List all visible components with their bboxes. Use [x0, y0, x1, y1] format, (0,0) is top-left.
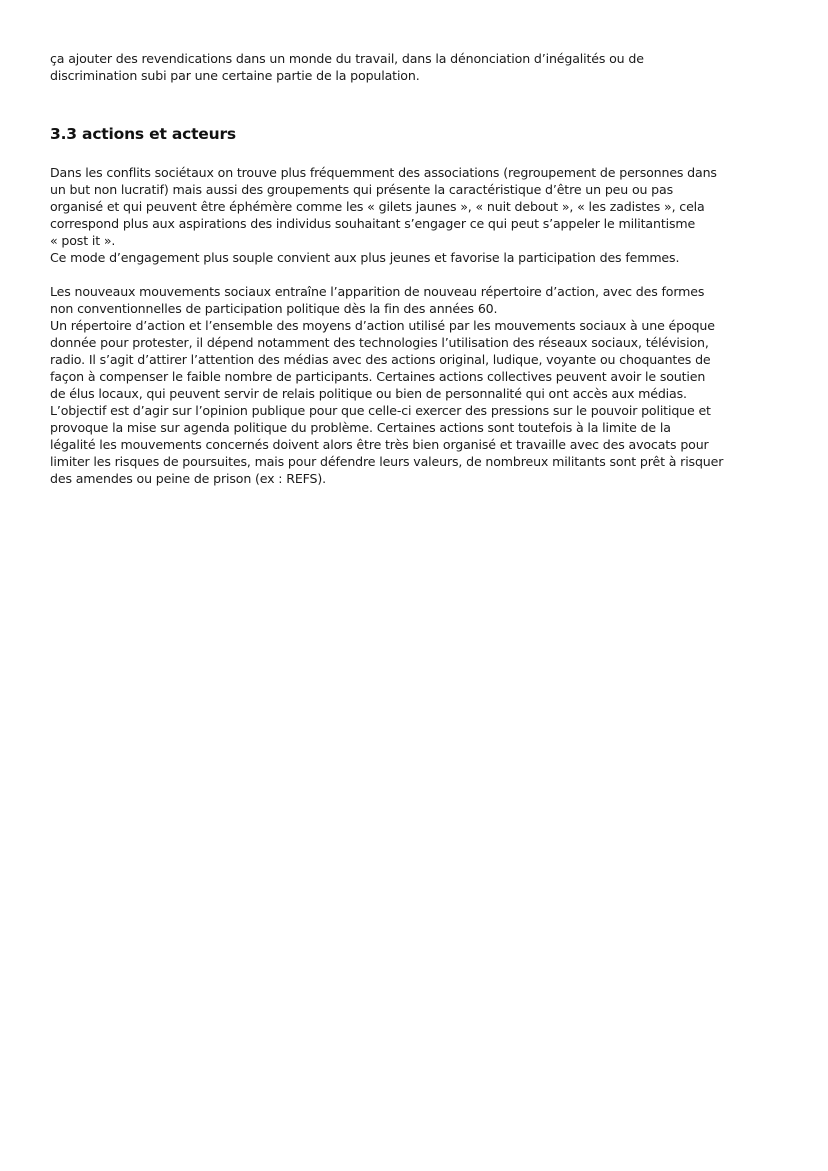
text-line: provoque la mise sur agenda politique du problème. Certaines actions sont toutefois à la limite de la	[50, 420, 671, 435]
text-line: radio. Il s’agit d’attirer l’attention des médias avec des actions original, ludique, voyante ou choquantes de	[50, 352, 711, 367]
text-line: Ce mode d’engagement plus souple convient aux plus jeunes et favorise la participation des femmes.	[50, 250, 680, 265]
text-line: des amendes ou peine de prison (ex : REFS).	[50, 471, 326, 486]
text-line: un but non lucratif) mais aussi des groupements qui présente la caractéristique d’être un peu ou pas	[50, 182, 674, 197]
paragraph-repertoire-action	[50, 283, 780, 487]
text-line: organisé et qui peuvent être éphémère comme les « gilets jaunes », « nuit debout », « les zadistes », cela	[50, 199, 705, 214]
text-line: Dans les conflits sociétaux on trouve plus fréquemment des associations (regroupement de personnes dans	[50, 165, 717, 180]
text-line: limiter les risques de poursuites, mais pour défendre leurs valeurs, de nombreux militants sont prêt à risquer	[50, 454, 724, 469]
text-line: de élus locaux, qui peuvent servir de relais politique ou bien de personnalité qui ont accès aux médias.	[50, 386, 687, 401]
text-line: Les nouveaux mouvements sociaux entraîne l’apparition de nouveau répertoire d’action, avec des formes	[50, 284, 705, 299]
text-line: donnée pour protester, il dépend notamment des technologies l’utilisation des réseaux sociaux, télévision,	[50, 335, 709, 350]
section-heading: 3.3 actions et acteurs	[50, 125, 236, 143]
text-line: ça ajouter des revendications dans un monde du travail, dans la dénonciation d’inégalités ou de	[50, 51, 644, 66]
text-line: légalité les mouvements concernés doivent alors être très bien organisé et travaille avec des avocats pour	[50, 437, 709, 452]
intro-paragraph	[50, 50, 780, 84]
text-line: Un répertoire d’action et l’ensemble des moyens d’action utilisé par les mouvements sociaux à une époque	[50, 318, 715, 333]
text-line: correspond plus aux aspirations des individus souhaitant s’engager ce qui peut s’appeler le militantisme	[50, 216, 696, 231]
text-line: L’objectif est d’agir sur l’opinion publique pour que celle-ci exercer des pressions sur le pouvoir politique et	[50, 403, 711, 418]
text-line: « post it ».	[50, 233, 116, 248]
text-line: discrimination subi par une certaine partie de la population.	[50, 68, 420, 83]
text-line: façon à compenser le faible nombre de participants. Certaines actions collectives peuvent avoir le soutien	[50, 369, 706, 384]
text-line: non conventionnelles de participation politique dès la fin des années 60.	[50, 301, 498, 316]
paragraph-organisations	[50, 164, 780, 266]
document-page	[50, 50, 780, 487]
